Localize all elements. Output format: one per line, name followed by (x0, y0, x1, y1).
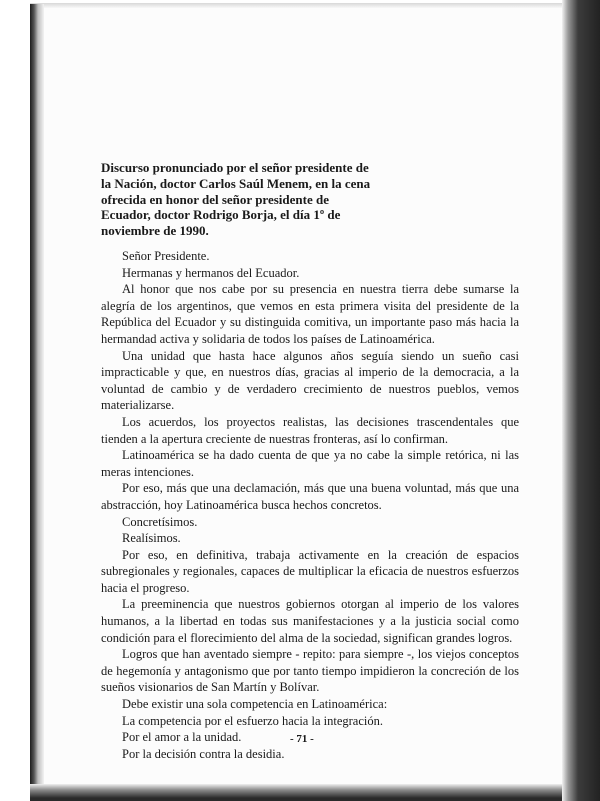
paragraph: Una unidad que hasta hace algunos años seguía siendo un sueño casi impracticable y que, en nuestros días, gracias al imperio de la democracia, a la voluntad de cambio y de verdadero crecimiento de nuestros pueblos, vemos materializarse. (101, 348, 519, 413)
scan-shadow-left (30, 4, 44, 792)
paragraph: Concretísimos. (122, 514, 198, 529)
paragraph-salutation-1: Señor Presidente. (122, 249, 210, 263)
paragraph: Por la decisión contra la desidia. (122, 746, 285, 761)
paragraph: La preeminencia que nuestros gobiernos otorgan al imperio de los valores humanos, a la libertad en todas sus manifestaciones y a la justicia social como condición para el florecimiento del alma de la sociedad, significan grandes logros. (101, 597, 519, 645)
speech-body (101, 248, 519, 762)
paragraph: Por eso, más que una declamación, más que una buena voluntad, más que una abstracción, hoy Latinoamérica busca hechos concretos. (101, 481, 519, 512)
paragraph: Por el amor a la unidad. (122, 730, 242, 745)
paragraph: Por eso, en definitiva, trabaja activamente en la creación de espacios subregionales y regionales, capaces de multiplicar la eficacia de nuestros esfuerzos hacia el progreso. (101, 547, 519, 595)
paragraph: Realísimos. (122, 531, 181, 546)
paragraph: Logros que han aventado siempre - repito: para siempre -, los viejos conceptos de hegemonía y antagonismo que por tanto tiempo impidieron la concreción de los sueños visionarios de San Martín y Bolívar. (101, 647, 519, 695)
paragraph-salutation-2: Hermanas y hermanos del Ecuador. (122, 265, 300, 280)
paragraph: Al honor que nos cabe por su presencia en nuestra tierra debe sumarse la alegría de los argentinos, que vemos en esta primera visita del presidente de la República del Ecuador y su distinguida comitiva, un importante paso más hacia la hermandad activa y solidaria de todos los países de Latinoamérica. (101, 282, 519, 346)
scan-shadow-right (562, 0, 600, 801)
scan-shadow-bottom (30, 784, 600, 801)
page-number: - 71 - (290, 733, 314, 745)
paragraph: La competencia por el esfuerzo hacia la integración. (122, 713, 383, 728)
paragraph: Debe existir una sola competencia en Latinoamérica: (122, 697, 388, 712)
paragraph: Los acuerdos, los proyectos realistas, las decisiones trascendentales que tienden a la apertura creciente de nuestras fronteras, así lo confirman. (101, 414, 519, 446)
speech-heading: Discurso pronunciado por el señor presidente de la Nación, doctor Carlos Saúl Menem, en la cena ofrecida en honor del señor presidente de Ecuador, doctor Rodrigo Borja, el día 1º de noviembre de 1990. (101, 160, 371, 239)
paragraph: Latinoamérica se ha dado cuenta de que ya no cabe la simple retórica, ni las meras intenciones. (101, 448, 519, 479)
